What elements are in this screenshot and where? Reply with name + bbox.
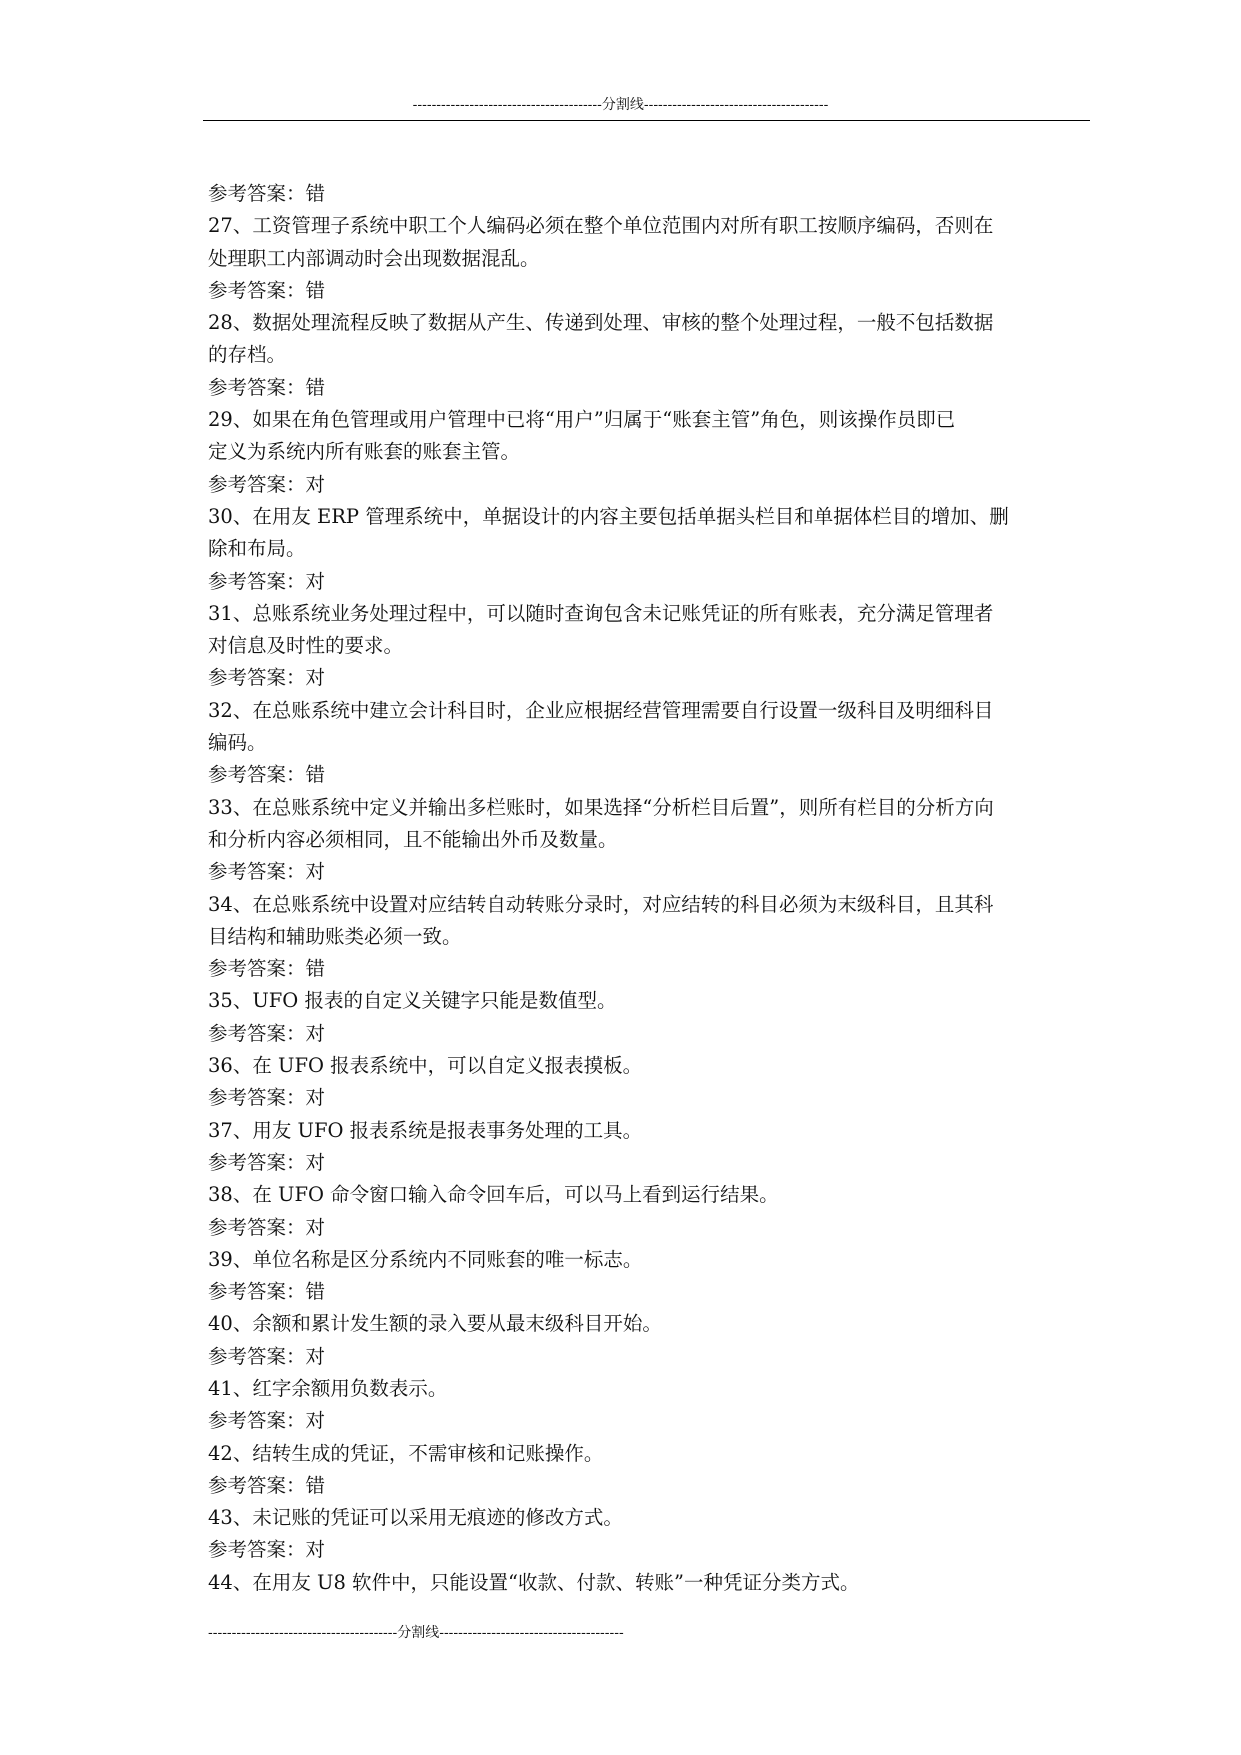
question-33-line-2: 和分析内容必须相同，且不能输出外币及数量。: [208, 827, 618, 851]
answer-32: 参考答案：错: [208, 763, 326, 787]
question-40: 40、余额和累计发生额的录入要从最末级科目开始。: [208, 1312, 662, 1336]
answer-36: 参考答案：对: [208, 1086, 326, 1110]
question-27-line-2: 处理职工内部调动时会出现数据混乱。: [208, 246, 540, 270]
question-27-line-1: 27、工资管理子系统中职工个人编码必须在整个单位范围内对所有职工按顺序编码，否则在: [208, 214, 994, 238]
answer-41: 参考答案：对: [208, 1409, 326, 1433]
question-42: 42、结转生成的凭证，不需审核和记账操作。: [208, 1441, 604, 1465]
answer-40: 参考答案：对: [208, 1344, 326, 1368]
question-39: 39、单位名称是区分系统内不同账套的唯一标志。: [208, 1247, 643, 1271]
answer-33: 参考答案：对: [208, 860, 326, 884]
question-32-line-2: 编码。: [208, 731, 267, 755]
question-34-line-1: 34、在总账系统中设置对应结转自动转账分录时，对应结转的科目必须为末级科目，且其科: [208, 892, 994, 916]
question-37: 37、用友 UFO 报表系统是报表事务处理的工具。: [208, 1118, 643, 1142]
header-separator: ----------------------------------------分割线---------------------------------------: [412, 97, 829, 113]
question-32-line-1: 32、在总账系统中建立会计科目时，企业应根据经营管理需要自行设置一级科目及明细科目: [208, 698, 994, 722]
answer-37: 参考答案：对: [208, 1150, 326, 1174]
question-43: 43、未记账的凭证可以采用无痕迹的修改方式。: [208, 1506, 623, 1530]
answer-35: 参考答案：对: [208, 1021, 326, 1045]
answer-38: 参考答案：对: [208, 1215, 326, 1239]
question-30-line-2: 除和布局。: [208, 537, 306, 561]
answer-29: 参考答案：对: [208, 472, 326, 496]
question-29-line-1: 29、如果在角色管理或用户管理中已将“用户”归属于“账套主管”角色，则该操作员即已: [208, 408, 956, 432]
answer-39: 参考答案：错: [208, 1280, 326, 1304]
question-36: 36、在 UFO 报表系统中，可以自定义报表摸板。: [208, 1054, 643, 1078]
answer-31: 参考答案：对: [208, 666, 326, 690]
question-30-line-1: 30、在用友 ERP 管理系统中，单据设计的内容主要包括单据头栏目和单据体栏目的增加、删: [208, 504, 1009, 528]
answer-42: 参考答案：错: [208, 1473, 326, 1497]
question-28-line-2: 的存档。: [208, 343, 287, 367]
question-38: 38、在 UFO 命令窗口输入命令回车后，可以马上看到运行结果。: [208, 1183, 779, 1207]
question-33-line-1: 33、在总账系统中定义并输出多栏账时，如果选择“分析栏目后置”，则所有栏目的分析方向: [208, 795, 994, 819]
question-31-line-1: 31、总账系统业务处理过程中，可以随时查询包含未记账凭证的所有账表，充分满足管理者: [208, 601, 994, 625]
footer-separator: ----------------------------------------分割线---------------------------------------: [208, 1625, 624, 1641]
question-35: 35、UFO 报表的自定义关键字只能是数值型。: [208, 989, 617, 1013]
question-41: 41、红字余额用负数表示。: [208, 1376, 448, 1400]
answer-27: 参考答案：错: [208, 278, 326, 302]
question-29-line-2: 定义为系统内所有账套的账套主管。: [208, 440, 521, 464]
question-34-line-2: 目结构和辅助账类必须一致。: [208, 924, 462, 948]
answer-line: 参考答案：错: [208, 182, 326, 205]
document-body: [208, 178, 1088, 1599]
question-28-line-1: 28、数据处理流程反映了数据从产生、传递到处理、审核的整个处理过程，一般不包括数据: [208, 311, 994, 335]
answer-34: 参考答案：错: [208, 957, 326, 981]
answer-28: 参考答案：错: [208, 375, 326, 399]
answer-43: 参考答案：对: [208, 1538, 326, 1562]
answer-30: 参考答案：对: [208, 569, 326, 593]
question-31-line-2: 对信息及时性的要求。: [208, 634, 404, 658]
header-rule: [203, 120, 1090, 121]
question-44: 44、在用友 U8 软件中，只能设置“收款、付款、转账”一种凭证分类方式。: [208, 1570, 860, 1594]
